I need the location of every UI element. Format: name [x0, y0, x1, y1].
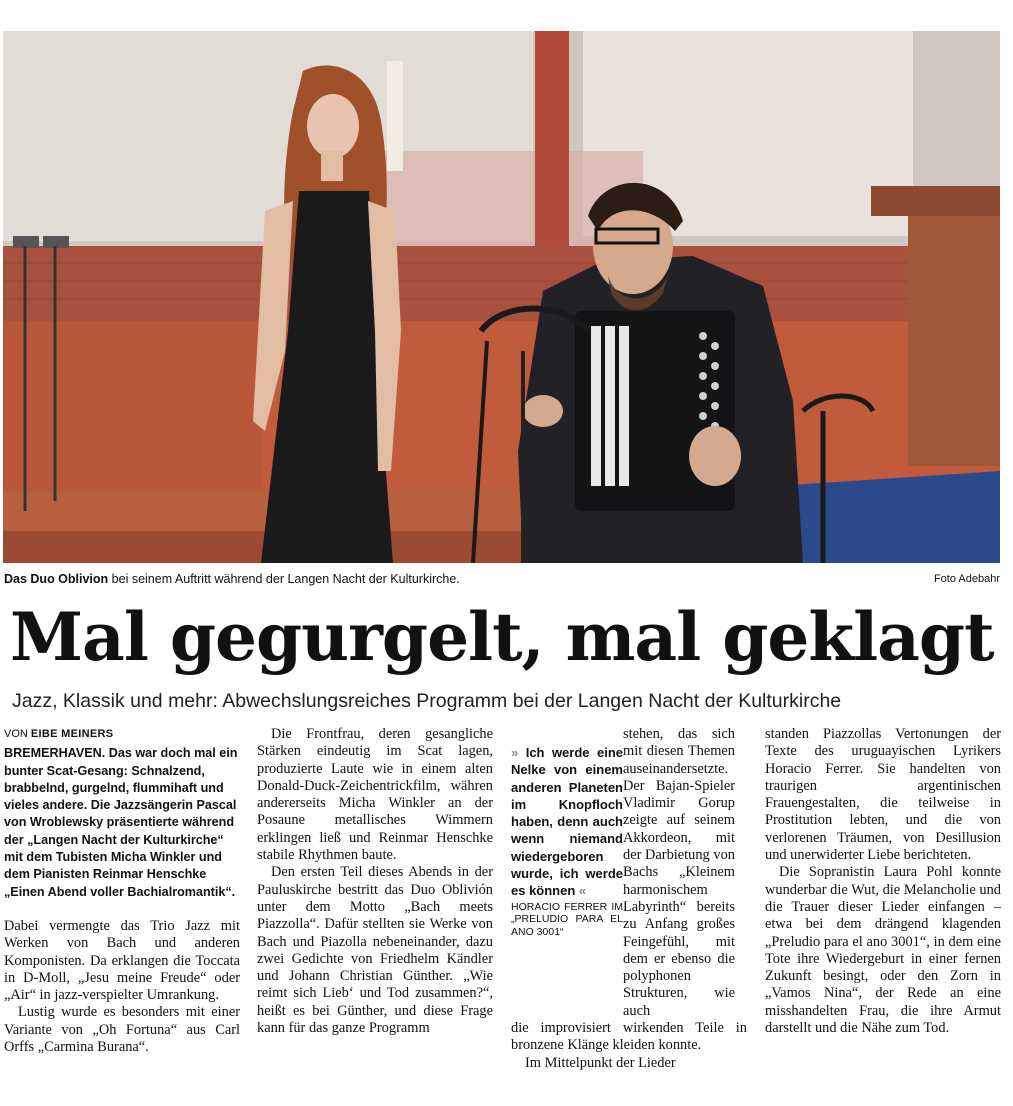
- byline: [4, 726, 240, 743]
- subheadline: Jazz, Klassik und mehr: Abwechslungsreiches Programm bei der Langen Nacht der Kulturkirche: [12, 690, 842, 712]
- article-intro: BREMERHAVEN. Das war doch mal ein bunter Scat-Gesang: Schnalzend, brabbelnd, gurgelnd, flummihaft und vieles andere. Die Jazzsängerin Pascal von Wroblewsky präsentierte während der „Langen Nacht der Kulturkirche“ mit dem Tubisten Micha Winkler und dem Pianisten Reinmar Henschke „Einen Abend voller Bachialromantik“.: [4, 746, 238, 899]
- article-photo: [3, 31, 1000, 563]
- caption-lead: Das Duo Oblivion: [4, 572, 109, 586]
- paragraph: Die Frontfrau, deren gesangliche Stärken eindeutig im Scat lagen, produzierte Laute wie in einem alten Donald-Duck-Zeichentrickfilm, währen andererseits Micha Winkler an der Posaune metallisches Wimmern erklingen ließ und Reinmar Henschke stabile Rhythmen baute.: [257, 726, 493, 864]
- column-with-pull-quote: [511, 726, 747, 1020]
- paragraph: Im Mittelpunkt der Lieder: [525, 1054, 676, 1071]
- paragraph: die improvisiert wirkenden Teile in bronzene Klänge kleiden konnte.: [511, 1020, 747, 1054]
- article-column-3: [511, 726, 747, 1072]
- paragraph: stehen, das sich mit diesen Themen auseinandersetzte. Der Bajan-Spieler Vladimir Gorup zeigte auf seinem Akkordeon, mit der Darbietung von Bachs „Kleinem harmonischem Labyrinth“ bereits zu Anfang großes Feingefühl, mit dem er ebenso die polyphonen Strukturen, wie auch: [623, 726, 735, 1019]
- quote-open-mark: »: [511, 745, 519, 760]
- paragraph: standen Piazzollas Vertonungen der Texte des uruguayischen Lyrikers Horacio Ferrer. Sie handelten von traurigen argentinischen Frauengestalten, die teilweise in Prostitution lebten, und die von verlorenen Träumen, von Desillusion und unerwiderter Liebe berichteten.: [765, 726, 1001, 864]
- article-column-1: [4, 726, 240, 1056]
- photo-credit: Foto Adebahr: [933, 573, 1000, 585]
- headline: Mal gegurgelt, mal geklagt: [10, 598, 994, 676]
- article-column-4: [765, 726, 1001, 1037]
- byline-prefix: VON: [4, 728, 28, 740]
- quote-close-mark: «: [578, 883, 587, 899]
- quote-body: Ich werde eine Nelke von einem anderen Planeten im Knopfloch haben, denn auch wenn niemand wiedergeboren wurde, ich werde es können: [511, 745, 623, 899]
- caption-text: bei seinem Auftritt während der Langen Nacht der Kulturkirche.: [111, 572, 460, 586]
- pull-quote: [511, 744, 623, 1020]
- paragraph: Die Sopranistin Laura Pohl konnte wunderbar die Wut, die Melancholie und die Trauer dieser Lieder einfangen – etwa bei dem drängend klagenden „Preludio para el ano 3001“, in dem eine Tote ihre Wiedergeburt in einer fernen Zukunft besingt, oder den Zorn in „Vamos Nina“, der Rede an eine misshandelten Frau, die ihre Armut darstellt und die Nähe zum Tod.: [765, 864, 1001, 1037]
- paragraph: Dabei vermengte das Trio Jazz mit Werken von Bach und anderen Komponisten. Da erklangen die Toccata in D-Moll, „Jesu meine Freude“ oder „Air“ in jazz-verspielter Umrankung.: [4, 917, 240, 1004]
- author-name: EIBE MEINERS: [30, 728, 114, 740]
- pull-quote-source: HORACIO FERRER IM „PRELUDIO PARA EL ANO 3001“: [511, 900, 623, 938]
- photo-caption: [4, 572, 1000, 586]
- paragraph: Lustig wurde es besonders mit einer Variante von „Oh Fortuna“ aus Carl Orffs „Carmina Burana“.: [4, 1004, 240, 1056]
- pull-quote-text: [511, 744, 623, 900]
- paragraph: Den ersten Teil dieses Abends in der Pauluskirche bestritt das Duo Oblivión unter dem Motto „Bach meets Piazzolla“. Dafür stellten sie Werke von Bach und Piazolla nebeneinander, dazu zwei Gedichte von Friedhelm Kändler und Johann Christian Günther. „Wie reimt sich Lieb‘ und Tod zusammen?“, heißt es bei Günther, und diese Frage kann für das ganze Programm: [257, 864, 493, 1037]
- article-column-2: [257, 726, 493, 1037]
